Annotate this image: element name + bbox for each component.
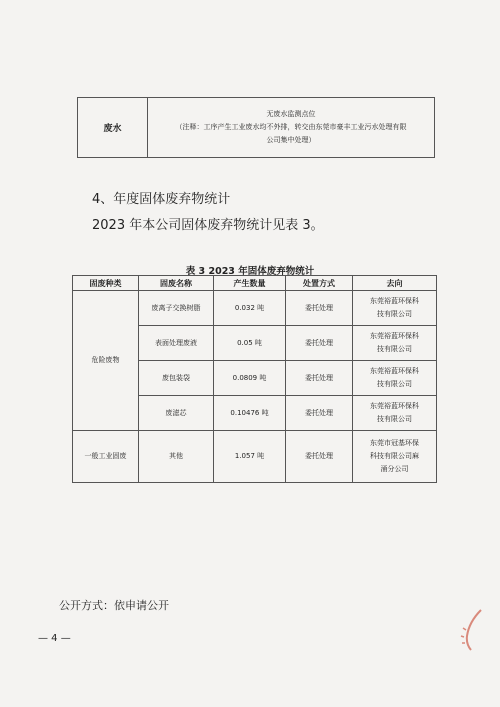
destination-line: 东莞裕蓝环保科 xyxy=(370,367,419,375)
destination-line: 东莞裕蓝环保科 xyxy=(370,332,419,340)
category-general: 一般工业固废 xyxy=(73,431,139,483)
waste-name: 表面处理废液 xyxy=(139,326,214,361)
wastewater-title: 无废水监测点位 xyxy=(266,110,316,118)
table-row xyxy=(73,291,437,326)
seal-strokes xyxy=(461,628,466,643)
waste-method: 委托处理 xyxy=(286,396,353,431)
wastewater-table xyxy=(77,97,435,158)
waste-method: 委托处理 xyxy=(286,361,353,396)
waste-quantity: 1.057 吨 xyxy=(214,431,286,483)
destination-line: 涌分公司 xyxy=(380,465,409,473)
waste-name: 废包装袋 xyxy=(139,361,214,396)
waste-quantity: 0.05 吨 xyxy=(214,326,286,361)
category-hazardous: 危险废物 xyxy=(73,291,139,431)
seal-fragment-icon xyxy=(455,608,485,652)
page-number: — 4 — xyxy=(38,633,71,644)
header-quantity: 产生数量 xyxy=(214,276,286,291)
destination-line: 东莞裕蓝环保科 xyxy=(370,297,419,305)
solid-waste-table xyxy=(72,275,437,483)
disclosure-method: 公开方式：依申请公开 xyxy=(59,599,169,612)
table-caption: 表 3 2023 年固体废弃物统计 xyxy=(185,266,315,277)
header-destination: 去向 xyxy=(353,276,437,291)
wastewater-note-line1: （注释：工序产生工业废水均不外排，转交由东莞市豪丰工业污水处理有限 xyxy=(175,123,407,131)
destination-line: 东莞市冠基环保 xyxy=(370,439,419,447)
header-method: 处置方式 xyxy=(286,276,353,291)
waste-destination xyxy=(353,291,437,326)
waste-destination xyxy=(353,431,437,483)
destination-line: 技有限公司 xyxy=(377,415,412,423)
waste-name: 其他 xyxy=(139,431,214,483)
wastewater-content xyxy=(148,98,434,157)
destination-line: 技有限公司 xyxy=(377,310,412,318)
header-category: 固废种类 xyxy=(73,276,139,291)
waste-quantity: 0.0809 吨 xyxy=(214,361,286,396)
waste-destination xyxy=(353,396,437,431)
table-row xyxy=(73,431,437,483)
waste-name: 废离子交换树脂 xyxy=(139,291,214,326)
wastewater-label: 废水 xyxy=(78,98,148,157)
destination-line: 科技有限公司麻 xyxy=(370,452,419,460)
waste-destination xyxy=(353,326,437,361)
waste-name: 废滤芯 xyxy=(139,396,214,431)
waste-destination xyxy=(353,361,437,396)
section-heading: 4、年度固体废弃物统计 xyxy=(92,192,231,207)
destination-line: 技有限公司 xyxy=(377,380,412,388)
waste-method: 委托处理 xyxy=(286,291,353,326)
destination-line: 技有限公司 xyxy=(377,345,412,353)
waste-method: 委托处理 xyxy=(286,431,353,483)
seal-arc xyxy=(467,610,481,650)
waste-method: 委托处理 xyxy=(286,326,353,361)
waste-quantity: 0.10476 吨 xyxy=(214,396,286,431)
intro-text: 2023 年本公司固体废弃物统计见表 3。 xyxy=(92,218,324,233)
header-name: 固废名称 xyxy=(139,276,214,291)
destination-line: 东莞裕蓝环保科 xyxy=(370,402,419,410)
waste-quantity: 0.032 吨 xyxy=(214,291,286,326)
wastewater-note-line2: 公司集中处理） xyxy=(266,136,316,144)
table-header-row xyxy=(73,276,437,291)
